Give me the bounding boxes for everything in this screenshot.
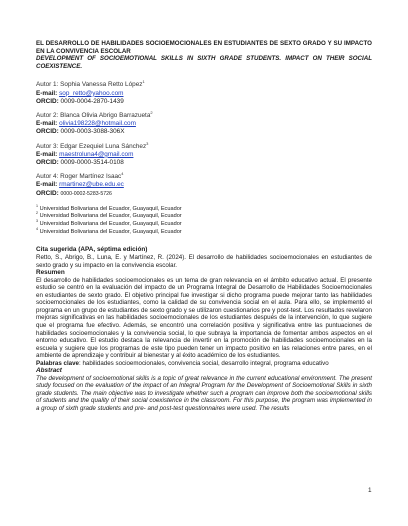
author-orcid-row (36, 98, 372, 106)
author-email-row (36, 181, 372, 189)
affiliation-text: Universidad Bolivariana del Ecuador, Guayaquil, Ecuador (39, 205, 182, 212)
author-superscript: 2 (150, 109, 153, 115)
email-label: E-mail: (36, 89, 58, 97)
affiliation-item (36, 211, 372, 224)
affiliation-list (36, 203, 372, 236)
abstract-text: The development of socioemotional skills is a topic of great relevance in the current educational environment. The present study focused on the evaluation of the impact of an Integral Program for the Development of Socioemotional Skills in sixth grade students. The main objective was to investigate whether such a program can improve both the socioemotional skills of students and the quality of their social coexistence in the classroom. For this purpose, the program was implemented in a group of sixth grade students and pre- and post-test questionnaires were used. The results (36, 374, 372, 413)
keywords-label: Palabras clave (36, 359, 80, 367)
affiliation-text: Universidad Bolivariana del Ecuador, Guayaquil, Ecuador (39, 213, 182, 220)
affiliation-superscript: 1 (36, 203, 38, 208)
keywords-text: : habilidades socioemocionales, convivencia social, desarrollo integral, programa educativo (79, 359, 329, 367)
author-orcid: 0009-0003-3088-306X (60, 128, 125, 136)
affiliation-superscript: 3 (36, 219, 38, 224)
affiliation-item (36, 221, 372, 229)
affiliation-item (36, 226, 372, 237)
author-email-row (36, 120, 372, 128)
author-email-link[interactable]: olivia198228@hotmail.com (59, 120, 136, 128)
author-block (36, 81, 372, 106)
affiliation-superscript: 2 (36, 211, 38, 216)
citation-heading: Cita sugerida (APA, séptima edición) (36, 246, 148, 254)
paper-page (36, 40, 372, 413)
affiliation-text: Universidad Bolivariana del Ecuador, Guayaquil, Ecuador (39, 228, 182, 235)
author-orcid-row (36, 128, 372, 136)
author-email-link[interactable]: sop_retto@yahoo.com (59, 89, 124, 97)
author-superscript: 3 (146, 140, 149, 146)
page-number: 1 (368, 487, 372, 494)
author-name: Autor 3: Edgar Ezequiel Luna Sánchez$^3$ (36, 140, 149, 150)
email-label: E-mail: (36, 181, 58, 189)
orcid-label: ORCID: (36, 97, 59, 105)
keywords (36, 360, 372, 368)
author-name: Autor 4: Roger Martínez Isaac$^4$ (36, 171, 124, 181)
author-email-link[interactable]: maestroluna4@gmail.com (59, 150, 134, 158)
author-orcid-row (36, 159, 372, 167)
author-superscript: 1 (142, 79, 145, 85)
author-block (36, 140, 372, 168)
title-spanish: EL DESARROLLO DE HABILIDADES SOCIOEMOCIONALES EN ESTUDIANTES DE SEXTO GRADO Y SU IMPACTO EN LA CONVIVENCIA ESCOLAR (36, 40, 372, 55)
author-list (36, 81, 372, 197)
orcid-label: ORCID: (36, 189, 59, 197)
author-email-link[interactable]: rmartinez@ube.edu.ec (59, 181, 124, 189)
author-orcid: 0009-0000-3514-0108 (60, 159, 124, 166)
author-email-row (36, 151, 372, 159)
orcid-label: ORCID: (36, 159, 59, 166)
resumen-heading: Resumen (36, 269, 65, 277)
author-block (36, 109, 372, 137)
citation-text: Retto, S., Abrigo, B., Luna, E. y Martínez, R. (2024). El desarrollo de habilidades socioemocionales en estudiantes de sexto grado y su impacto en la convivencia escolar. (36, 253, 372, 269)
affiliation-text: Universidad Bolivariana del Ecuador, Guayaquil, Ecuador (39, 221, 182, 227)
author-orcid: 0000-0002-5283-5726 (60, 190, 112, 197)
author-orcid-row (36, 190, 372, 198)
resumen-text: El desarrollo de habilidades socioemocionales es un tema de gran relevancia en el ámbito educativo actual. El presente estudio se centró en la evaluación del impacto de un Programa Integral de Desarrollo de Habilidades Socioemocionales en estudiantes de sexto grado. El objetivo principal fue investigar si dicho programa puede mejorar tanto las habilidades socioemocionales de los estudiantes, como la calidad de su convivencia social en el aula. Para ello, se implementó el programa en un grupo de estudiantes de sexto grado y se utilizaron cuestionarios pre y post-test. Los resultados revelaron mejoras significativas en las habilidades socioemocionales de los estudiantes después de la intervención, lo que sugiere que el programa fue efectivo. Además, se encontró una correlación positiva y significativa entre las puntuaciones de habilidades socioemocionales y la convivencia social, lo que subraya la importancia de fomentar ambos aspectos en el entorno educativo. El estudio destaca la relevancia de invertir en la promoción de habilidades socioemocionales en la escuela y sugiere que los programas de este tipo pueden tener un impacto positivo en las relaciones entre pares, en el ambiente de aprendizaje y contribuir al bienestar y al éxito académico de los estudiantes. (36, 276, 372, 360)
affiliation-superscript: 4 (36, 226, 38, 231)
email-label: E-mail: (36, 150, 58, 158)
author-email-row (36, 90, 372, 98)
author-orcid: 0009-0004-2870-1439 (60, 97, 124, 105)
orcid-label: ORCID: (36, 128, 59, 136)
title-english: DEVELOPMENT OF SOCIOEMOTIONAL SKILLS IN SIXTH GRADE STUDENTS. IMPACT ON THEIR SOCIAL COEXISTENCE. (36, 55, 372, 70)
author-block (36, 173, 372, 198)
author-name: Autor 1: Sophia Vanessa Retto López$^1$ (36, 79, 145, 89)
email-label: E-mail: (36, 120, 58, 128)
author-superscript: 4 (121, 171, 124, 177)
abstract-heading: Abstract (36, 367, 62, 375)
author-name: Autor 2: Blanca Olivia Abrigo Barrazueta$^2$ (36, 109, 153, 119)
